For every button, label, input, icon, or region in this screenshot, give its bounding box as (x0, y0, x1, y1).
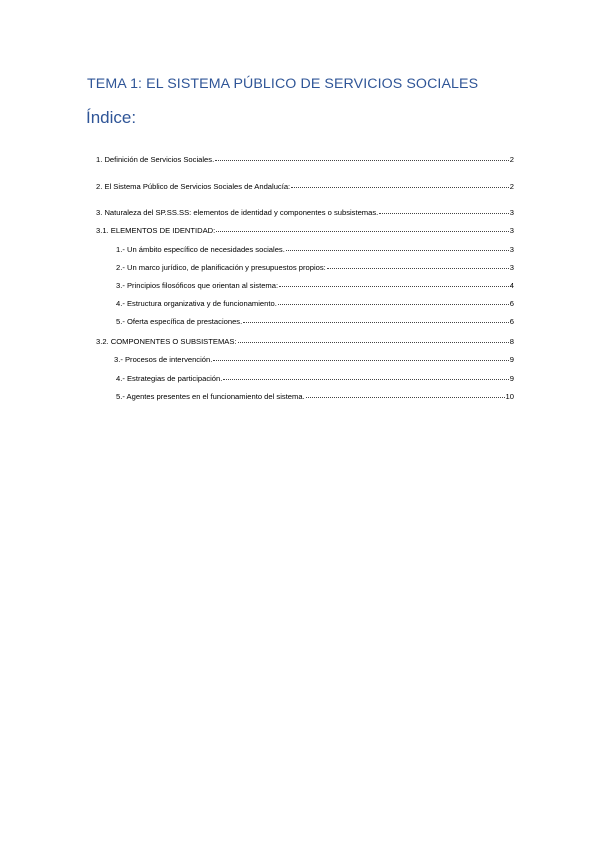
toc-entry (116, 263, 514, 273)
toc-entry-text: 1.- Un ámbito específico de necesidades sociales. (116, 245, 285, 254)
toc-leader-dots (291, 181, 509, 188)
toc-entry-text: 4.- Estrategias de participación. (116, 374, 223, 383)
toc-entry-page: 4 (509, 281, 514, 290)
toc-leader-dots (286, 244, 509, 251)
toc-entry-text: 5.- Oferta específica de prestaciones. (116, 317, 243, 326)
toc-entry-text: 3.2. COMPONENTES O SUBSISTEMAS: (96, 337, 237, 346)
toc-entry-text: 2. El Sistema Público de Servicios Sociales de Andalucía: (96, 182, 291, 191)
toc-entry (96, 182, 514, 192)
toc-leader-dots (379, 207, 509, 214)
toc-entry (96, 155, 514, 165)
toc-entry (96, 226, 514, 236)
toc-entry (116, 374, 514, 384)
toc-entry-page: 6 (509, 299, 514, 308)
toc-entry-text: 2.- Un marco jurídico, de planificación y presupuestos propios: (116, 263, 326, 272)
toc-entry-page: 10 (505, 392, 514, 401)
toc-entry-page: 2 (509, 182, 514, 191)
toc-entry-page: 3 (509, 226, 514, 235)
toc-entry-page: 2 (509, 155, 514, 164)
toc-entry (96, 337, 514, 347)
toc-entry (116, 245, 514, 255)
toc-leader-dots (216, 225, 508, 232)
toc-leader-dots (243, 316, 509, 323)
toc-leader-dots (279, 280, 509, 287)
toc-leader-dots (223, 373, 508, 380)
toc-entry-text: 5.- Agentes presentes en el funcionamiento del sistema. (116, 392, 305, 401)
toc-leader-dots (238, 336, 509, 343)
toc-leader-dots (327, 262, 509, 269)
toc-entry-text: 3.- Principios filosóficos que orientan al sistema: (116, 281, 279, 290)
toc-leader-dots (213, 354, 508, 361)
index-heading: Índice: (86, 108, 137, 127)
document-title: TEMA 1: EL SISTEMA PÚBLICO DE SERVICIOS SOCIALES (87, 76, 479, 92)
toc-entry-text: 4.- Estructura organizativa y de funcionamiento. (116, 299, 277, 308)
toc-entry (116, 299, 514, 309)
toc-leader-dots (215, 154, 509, 161)
toc-entry-page: 9 (509, 374, 514, 383)
toc-entry-page: 8 (509, 337, 514, 346)
toc-entry-text: 3.1. ELEMENTOS DE IDENTIDAD: (96, 226, 216, 235)
toc-entry (116, 392, 514, 402)
toc-entry-text: 3.- Procesos de intervención. (114, 355, 213, 364)
toc-entry-page: 3 (509, 208, 514, 217)
toc-entry-page: 6 (509, 317, 514, 326)
toc-entry (116, 281, 514, 291)
toc-leader-dots (278, 298, 509, 305)
toc-entry (96, 208, 514, 218)
toc-entry (114, 355, 514, 365)
toc-entry (116, 317, 514, 327)
toc-entry-page: 9 (509, 355, 514, 364)
toc-leader-dots (306, 391, 505, 398)
toc-entry-page: 3 (509, 245, 514, 254)
toc-entry-text: 3. Naturaleza del SP.SS.SS: elementos de identidad y componentes o subsistemas. (96, 208, 379, 217)
toc-entry-text: 1. Definición de Servicios Sociales. (96, 155, 215, 164)
toc-entry-page: 3 (509, 263, 514, 272)
